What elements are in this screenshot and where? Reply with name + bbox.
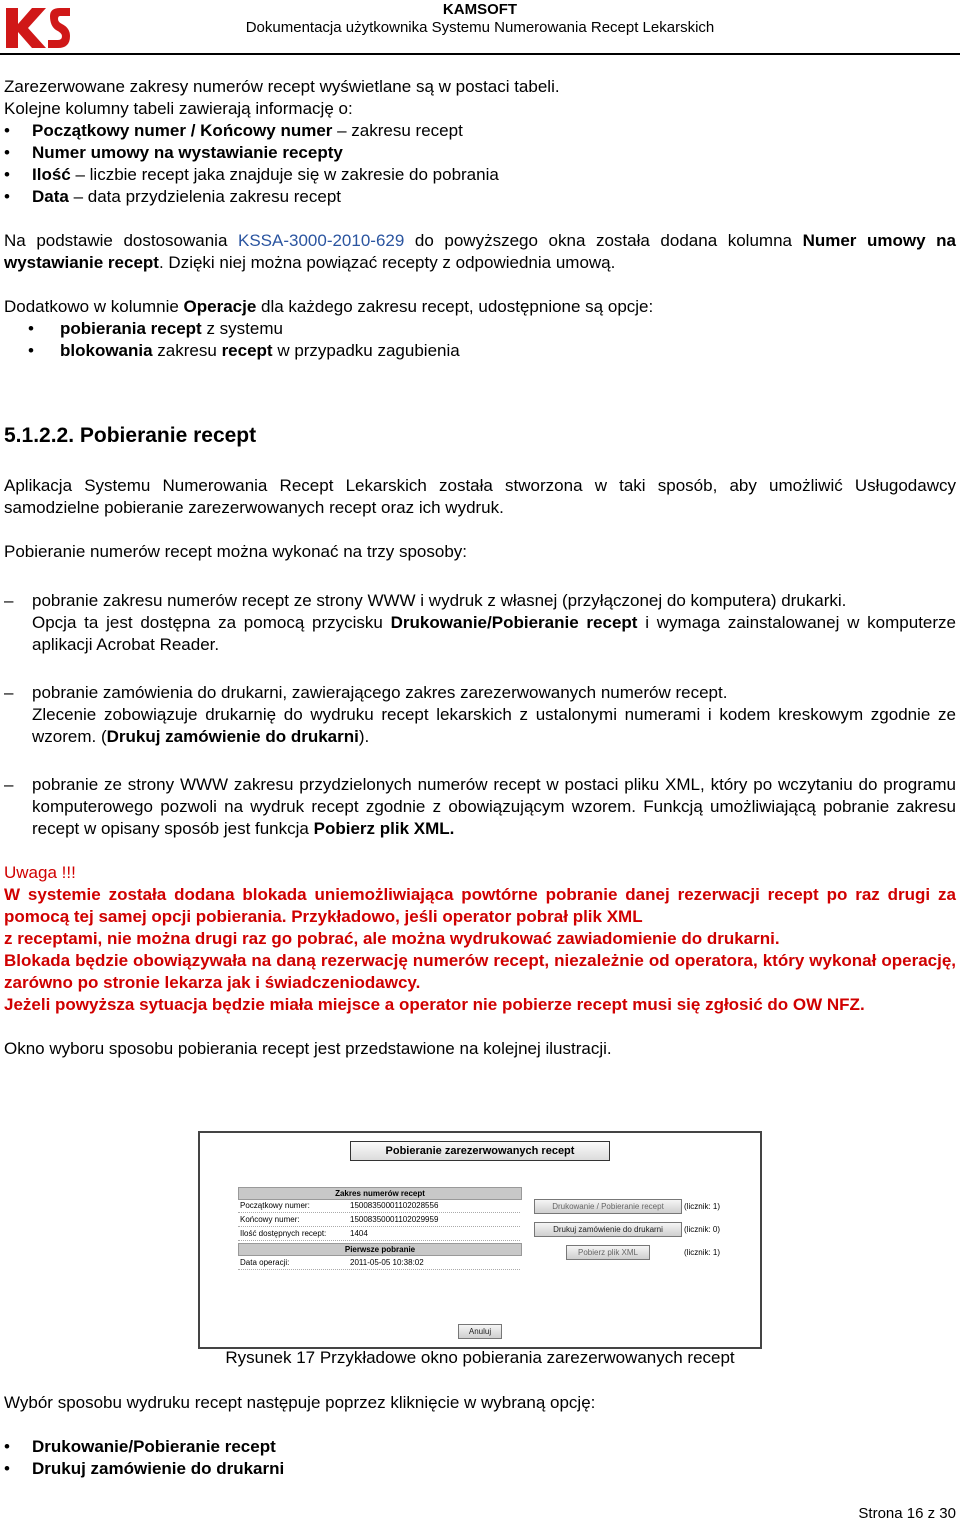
list-item: • pobierania recept z systemu	[4, 318, 956, 340]
list-item: • Drukowanie/Pobieranie recept	[4, 1436, 956, 1458]
warning-title: Uwaga !!!	[4, 863, 76, 882]
column-list	[4, 120, 956, 208]
dialog-title: Pobieranie zarezerwowanych recept	[350, 1141, 610, 1161]
ways-list	[4, 590, 956, 840]
ticket-link[interactable]: KSSA-3000-2010-629	[237, 231, 405, 250]
final-options-list	[4, 1436, 956, 1480]
info-row: Data operacji: 2011-05-05 10:38:02	[238, 1257, 520, 1270]
header-subtitle: Dokumentacja użytkownika Systemu Numerowania Recept Lekarskich	[245, 19, 715, 36]
paragraph-wybor: Wybór sposobu wydruku recept następuje poprzez kliknięcie w wybraną opcję:	[4, 1393, 596, 1412]
list-item: • Data – data przydzielenia zakresu recept	[4, 186, 956, 208]
counter-label: (licznik: 1)	[684, 1202, 721, 1211]
list-item: • Ilość – liczbie recept jaka znajduje się w zakresie do pobrania	[4, 164, 956, 186]
warning-text: Blokada będzie obowiązywała na daną rezerwację numerów recept, niezależnie od operatora, który wykonał operację, zarówno po stronie lekarza jak i świadczeniodawcy.	[4, 951, 956, 992]
section-range-header: Zakres numerów recept	[238, 1187, 522, 1200]
closing-section	[4, 1392, 956, 1480]
cancel-button[interactable]: Anuluj	[458, 1324, 502, 1339]
download-dialog	[198, 1131, 762, 1349]
print-download-button[interactable]: Drukowanie / Pobieranie recept	[534, 1199, 682, 1214]
paragraph-okno: Okno wyboru sposobu pobierania recept jest przedstawione na kolejnej ilustracji.	[4, 1039, 612, 1058]
intro-line-2: Kolejne kolumny tabeli zawierają informację o:	[4, 99, 353, 118]
info-row: Końcowy numer: 15008350001102029959	[238, 1214, 520, 1227]
list-item: • Początkowy numer / Końcowy numer – zakresu recept	[4, 120, 956, 142]
kamsoft-logo	[2, 2, 72, 52]
list-item: – pobranie ze strony WWW zakresu przydzielonych numerów recept w postaci pliku XML, który po wczytaniu do programu komputerowego pozwoli na wydruk recept zgodnie z obowiązującym wzorem. Funkcją umożliwiającą pobranie zakresu recept w opisany sposób jest funkcja Pobierz plik XML.	[4, 774, 956, 840]
paragraph-sposoby: Pobieranie numerów recept można wykonać na trzy sposoby:	[4, 542, 468, 561]
figure-caption: Rysunek 17 Przykładowe okno pobierania zarezerwowanych recept	[225, 1348, 735, 1367]
header-company: KAMSOFT	[442, 1, 518, 18]
list-item: – pobranie zakresu numerów recept ze strony WWW i wydruk z własnej (przyłączonej do komputera) drukarki. Opcja ta jest dostępna za pomocą przycisku Drukowanie/Pobieranie recept i wymaga zainstalowanej w komputerze aplikacji Acrobat Reader.	[4, 590, 956, 656]
list-item: • Drukuj zamówienie do drukarni	[4, 1458, 956, 1480]
section-heading: 5.1.2.2. Pobieranie recept	[4, 424, 257, 447]
intro-line-1: Zarezerwowane zakresy numerów recept wyświetlane są w postaci tabeli.	[4, 77, 560, 96]
warning-block	[4, 862, 956, 1016]
counter-label: (licznik: 0)	[684, 1225, 721, 1234]
page-number: Strona 16 z 30	[858, 1505, 956, 1522]
download-xml-button[interactable]: Pobierz plik XML	[566, 1245, 650, 1260]
paragraph-umowa: Na podstawie dostosowania KSSA-3000-2010-629 do powyższego okna została dodana kolumna Numer umowy na wystawianie recept. Dzięki niej można powiązać recepty z odpowiednia umową.	[4, 231, 956, 272]
operations-list	[4, 318, 956, 362]
paragraph-operacje: Dodatkowo w kolumnie Operacje dla każdego zakresu recept, udostępnione są opcje:	[4, 297, 654, 316]
list-item: – pobranie zamówienia do drukarni, zawierającego zakres zarezerwowanych numerów recept. Zlecenie zobowiązuje drukarnię do wydruku recept lekarskich z ustalonymi numerami i kodem kreskowym zgodnie ze wzorem. (Drukuj zamówienie do drukarni).	[4, 682, 956, 748]
counter-label: (licznik: 1)	[684, 1248, 721, 1257]
document-body	[4, 76, 956, 1060]
warning-text: W systemie została dodana blokada uniemożliwiająca powtórne pobranie danej rezerwacji recept po raz drugi za pomocą tej samej opcji pobierania. Przykładowo, jeśli operator pobrał plik XML	[4, 885, 956, 926]
print-order-button[interactable]: Drukuj zamówienie do drukarni	[534, 1222, 682, 1237]
info-row: Ilość dostępnych recept: 1404	[238, 1228, 520, 1241]
warning-text: Jeżeli powyższa sytuacja będzie miała miejsce a operator nie pobierze recept musi się zgłosić do OW NFZ.	[4, 995, 865, 1014]
info-row: Początkowy numer: 150083500011020​28556	[238, 1200, 520, 1213]
paragraph-aplikacja: Aplikacja Systemu Numerowania Recept Lekarskich została stworzona w taki sposób, aby umożliwić Usługodawcy samodzielne pobieranie zarezerwowanych recept oraz ich wydruk.	[4, 476, 956, 517]
section-first-download-header: Pierwsze pobranie	[238, 1243, 522, 1256]
warning-text: z receptami, nie można drugi raz go pobrać, ale można wydrukować zawiadomienie do drukarni.	[4, 929, 780, 948]
header-divider	[0, 53, 960, 55]
list-item: • Numer umowy na wystawianie recepty	[4, 142, 956, 164]
list-item: • blokowania zakresu recept w przypadku zagubienia	[4, 340, 956, 362]
